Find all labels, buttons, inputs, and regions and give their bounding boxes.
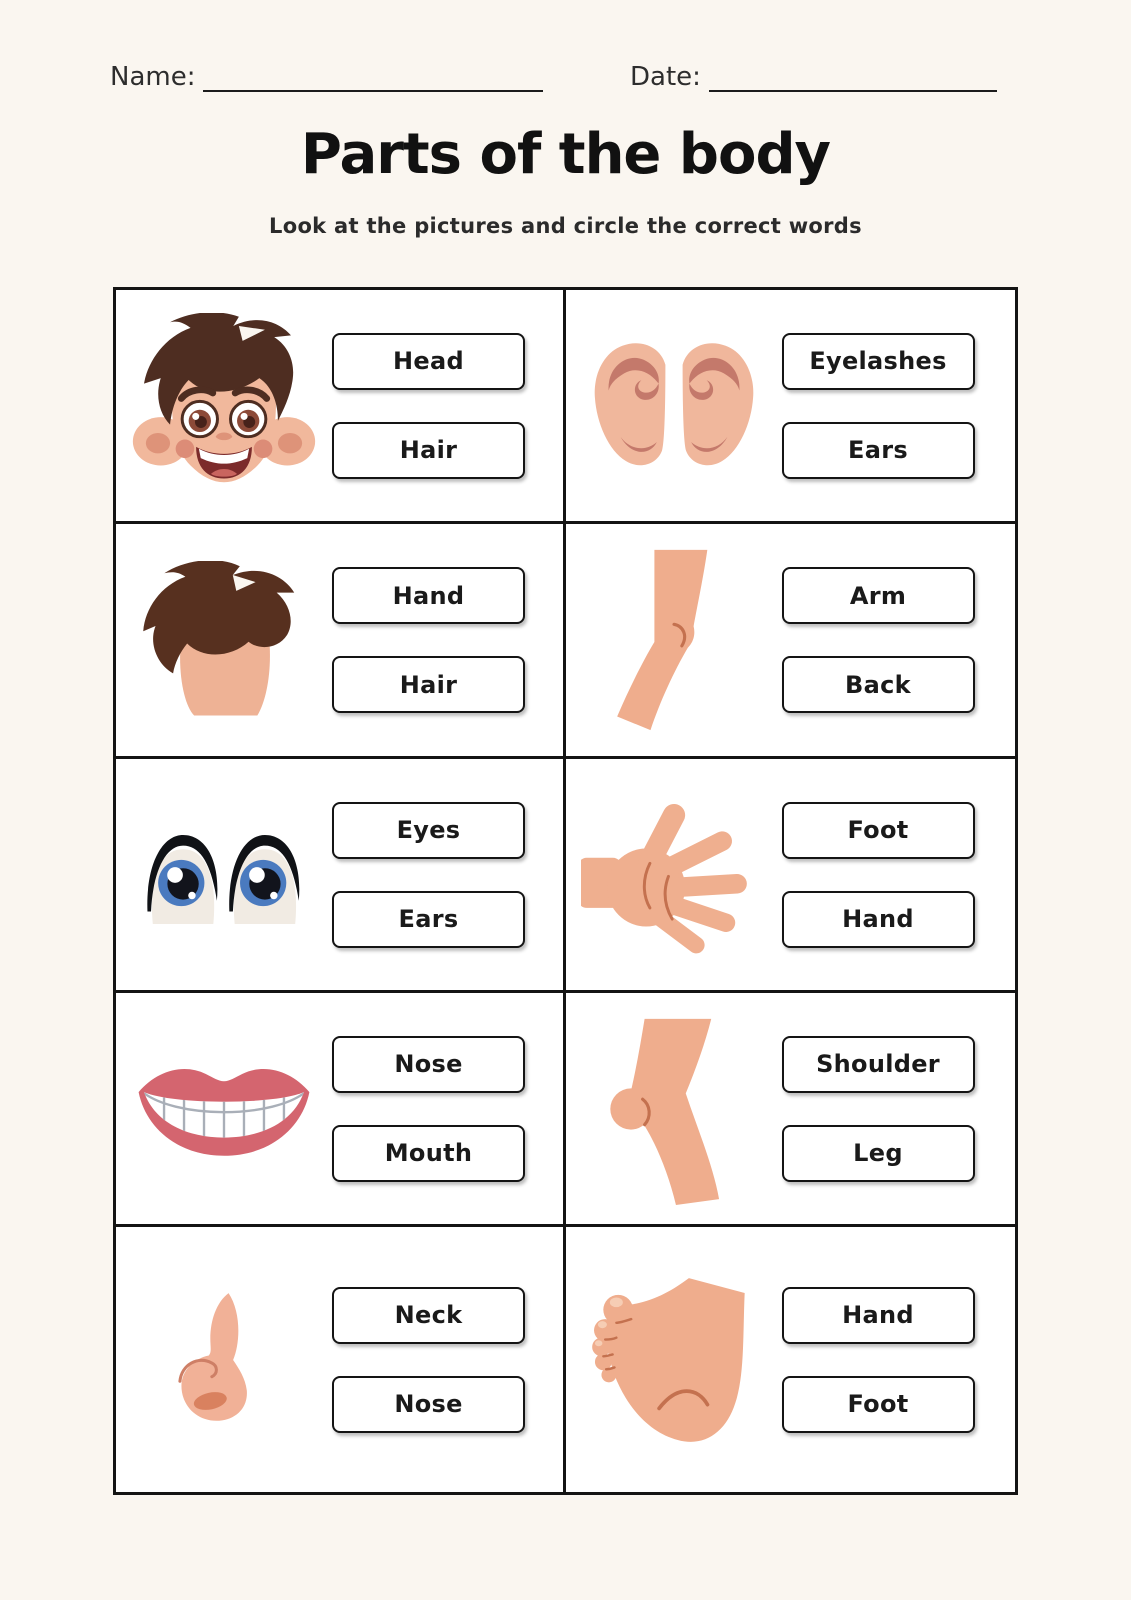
option-leg[interactable]	[782, 1125, 975, 1182]
option-label: Eyes	[396, 816, 461, 844]
boy-face-illustration	[116, 313, 332, 499]
option-back[interactable]	[782, 656, 975, 713]
option-label: Hair	[399, 436, 458, 464]
ears-illustration	[566, 337, 782, 475]
name-label: Name:	[110, 62, 196, 92]
option-shoulder[interactable]	[782, 1036, 975, 1093]
option-label: Hand	[392, 581, 465, 610]
cell-leg	[566, 993, 1016, 1227]
option-label: Ears	[848, 436, 908, 464]
page-subtitle: Look at the pictures and circle the correct words	[269, 214, 862, 238]
mouth-illustration	[116, 1054, 332, 1163]
worksheet-table	[113, 287, 1018, 1495]
option-label: Nose	[394, 1050, 463, 1078]
option-label: Neck	[394, 1301, 463, 1329]
date-field	[630, 62, 997, 92]
option-label: Head	[393, 347, 464, 375]
name-write-line[interactable]	[203, 64, 543, 92]
foot-illustration	[566, 1267, 782, 1453]
eyes-illustration	[116, 826, 332, 924]
option-label: Back	[845, 670, 911, 699]
leg-illustration	[566, 1011, 782, 1207]
cell-mouth	[116, 993, 566, 1227]
option-mouth[interactable]	[332, 1125, 525, 1182]
option-label: Eyelashes	[809, 347, 947, 375]
option-label: Mouth	[384, 1139, 473, 1167]
hand-illustration	[566, 791, 782, 958]
option-eyelashes[interactable]	[782, 333, 975, 390]
cell-eyes	[116, 759, 566, 993]
name-field	[110, 62, 543, 92]
option-nose[interactable]	[332, 1376, 525, 1433]
option-label: Arm	[849, 581, 907, 610]
cell-face	[116, 290, 566, 524]
option-label: Leg	[853, 1139, 903, 1167]
option-ears[interactable]	[332, 891, 525, 948]
cell-hair	[116, 524, 566, 759]
option-label: Hair	[399, 670, 458, 699]
option-label: Foot	[847, 1390, 909, 1418]
option-label: Shoulder	[816, 1050, 940, 1078]
hair-illustration	[116, 561, 332, 719]
cell-ears	[566, 290, 1016, 524]
option-label: Ears	[398, 905, 459, 933]
option-hair[interactable]	[332, 656, 525, 713]
cell-arm	[566, 524, 1016, 759]
option-eyes[interactable]	[332, 802, 525, 859]
date-write-line[interactable]	[709, 64, 997, 92]
option-hand[interactable]	[332, 567, 525, 624]
option-label: Hand	[842, 905, 914, 933]
date-label: Date:	[630, 62, 701, 92]
cell-nose	[116, 1227, 566, 1492]
option-foot[interactable]	[782, 802, 975, 859]
option-head[interactable]	[332, 333, 525, 390]
option-hand[interactable]	[782, 1287, 975, 1344]
page-title: Parts of the body	[300, 122, 831, 187]
nose-illustration	[116, 1284, 332, 1436]
cell-hand	[566, 759, 1016, 993]
cell-foot	[566, 1227, 1016, 1492]
option-neck[interactable]	[332, 1287, 525, 1344]
arm-illustration	[566, 542, 782, 738]
option-ears[interactable]	[782, 422, 975, 479]
option-label: Hand	[842, 1301, 914, 1329]
option-foot[interactable]	[782, 1376, 975, 1433]
option-arm[interactable]	[782, 567, 975, 624]
option-nose[interactable]	[332, 1036, 525, 1093]
option-hand[interactable]	[782, 891, 975, 948]
option-hair[interactable]	[332, 422, 525, 479]
option-label: Foot	[847, 816, 909, 844]
option-label: Nose	[394, 1390, 463, 1418]
